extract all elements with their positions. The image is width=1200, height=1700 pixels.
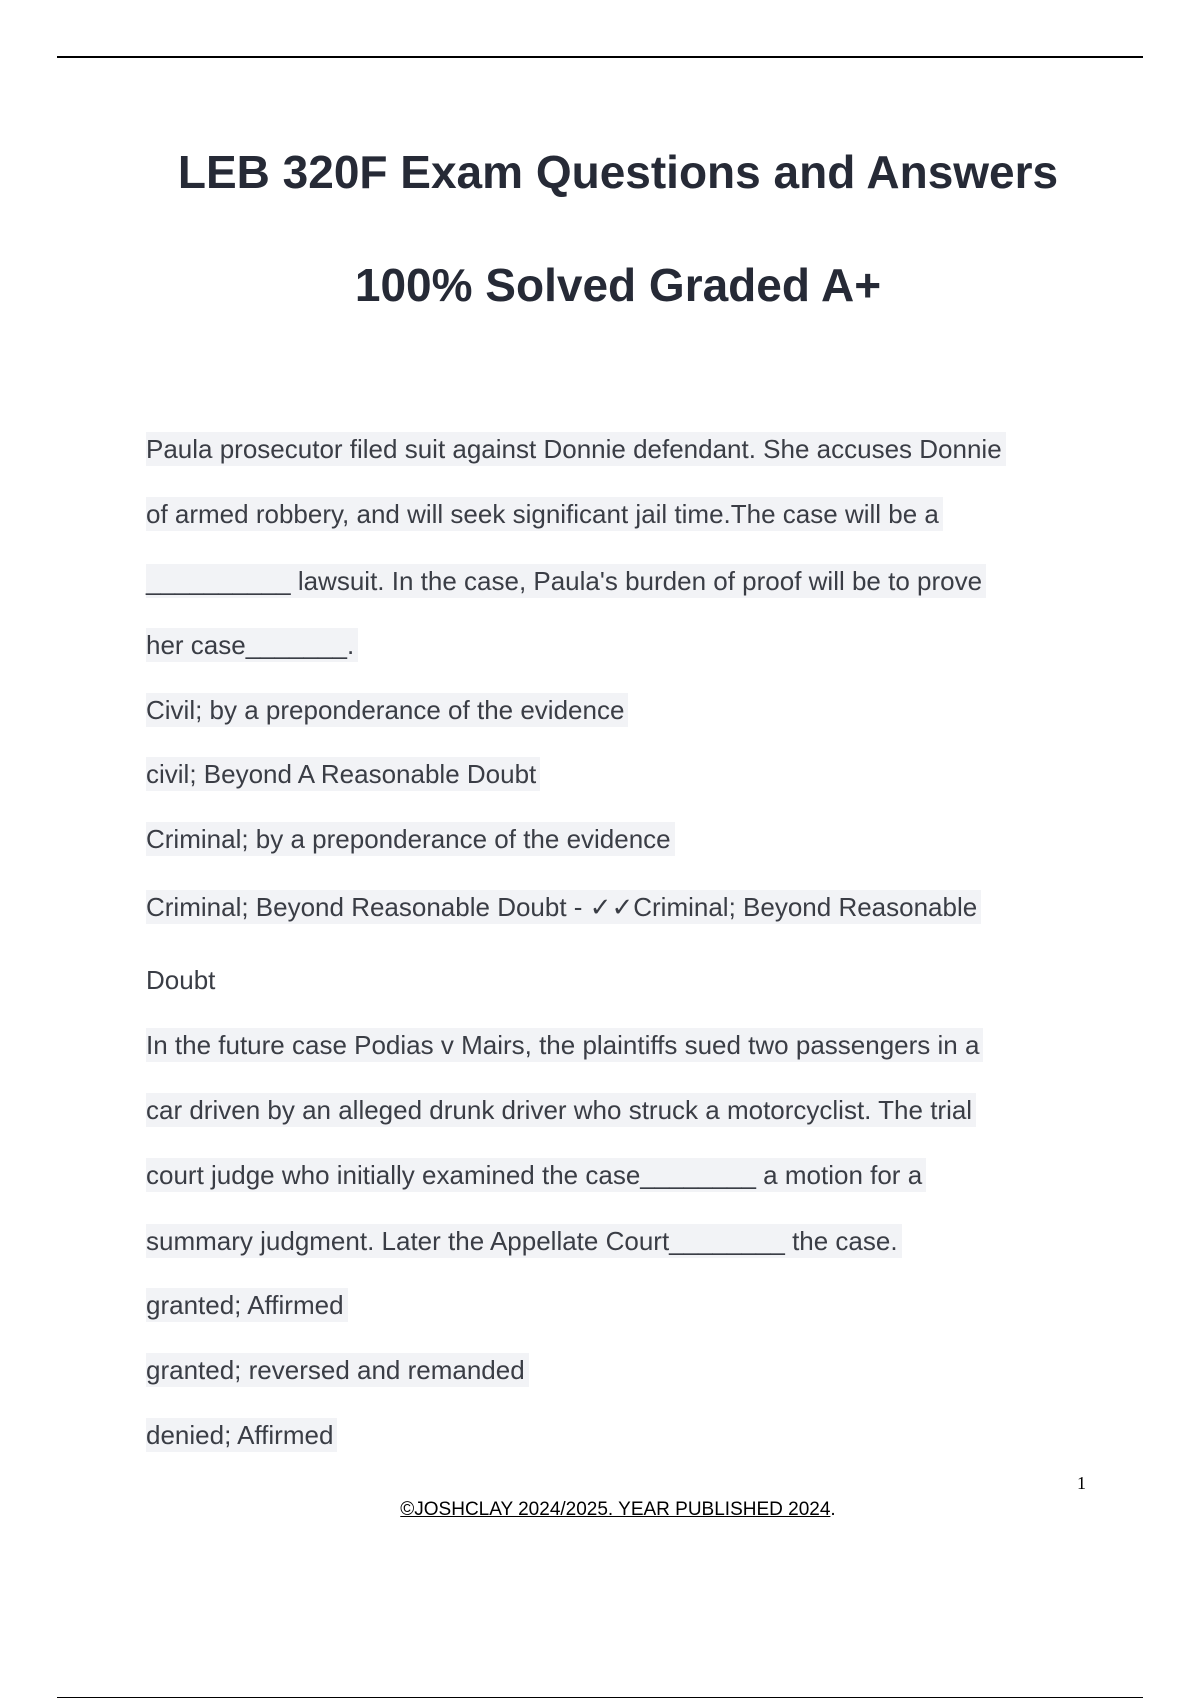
answer-option: granted; reversed and remanded <box>146 1353 529 1387</box>
question-1-line: Paula prosecutor filed suit against Donnie defendant. She accuses Donnie <box>146 432 1006 466</box>
answer-option-correct: Criminal; Beyond Reasonable Doubt - ✓✓Criminal; Beyond Reasonable <box>146 890 981 924</box>
bottom-rule <box>57 1697 1143 1698</box>
question-1-line: her case_______. <box>146 628 358 662</box>
page-title-line-2: 100% Solved Graded A+ <box>354 259 882 311</box>
question-2-line: court judge who initially examined the case________ a motion for a <box>146 1158 926 1192</box>
question-2-line: In the future case Podias v Mairs, the plaintiffs sued two passengers in a <box>146 1028 983 1062</box>
answer-option-correct: Doubt <box>146 965 216 995</box>
question-2-line: summary judgment. Later the Appellate Court________ the case. <box>146 1224 902 1258</box>
page-title-line-1: LEB 320F Exam Questions and Answers <box>177 146 1059 198</box>
answer-option: denied; Affirmed <box>146 1418 337 1452</box>
footer-period: . <box>830 1499 836 1520</box>
footer-copyright: ©JOSHCLAY 2024/2025. YEAR PUBLISHED 2024 <box>400 1499 831 1520</box>
question-1-line: __________ lawsuit. In the case, Paula's burden of proof will be to prove <box>146 564 986 598</box>
answer-option: granted; Affirmed <box>146 1288 348 1322</box>
footer <box>0 1499 1200 1521</box>
question-1-line: of armed robbery, and will seek significant jail time.The case will be a <box>146 497 943 531</box>
answer-option: Criminal; by a preponderance of the evidence <box>146 822 675 856</box>
answer-option: Civil; by a preponderance of the evidence <box>146 693 628 727</box>
question-2-line: car driven by an alleged drunk driver who struck a motorcyclist. The trial <box>146 1093 976 1127</box>
page-number: 1 <box>1077 1473 1086 1493</box>
answer-option: civil; Beyond A Reasonable Doubt <box>146 757 540 791</box>
top-rule <box>57 56 1143 58</box>
